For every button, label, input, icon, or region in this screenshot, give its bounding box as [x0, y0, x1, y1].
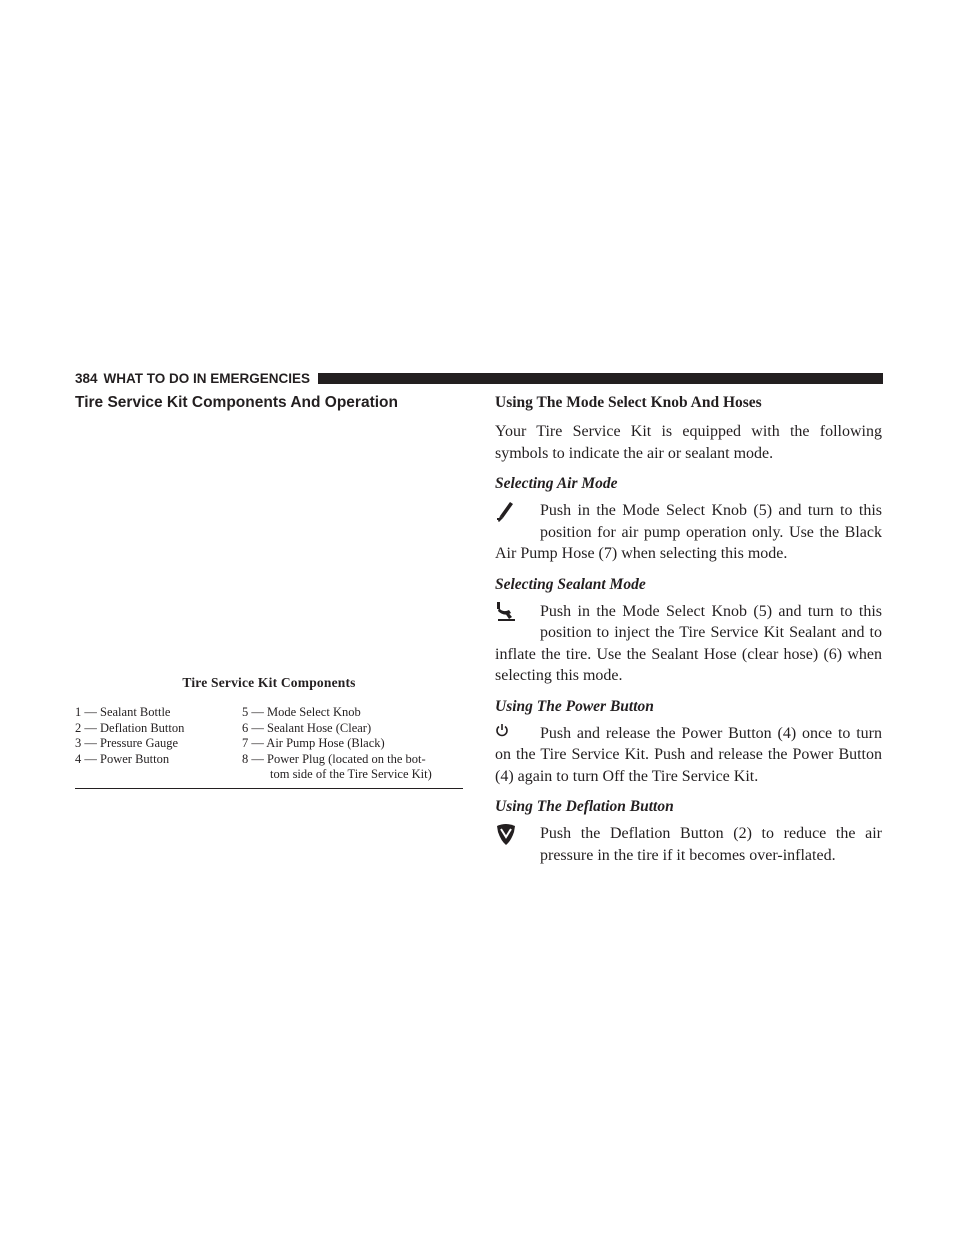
legend-rule: [75, 788, 463, 789]
air-mode-heading: Selecting Air Mode: [495, 475, 618, 492]
running-title: WHAT TO DO IN EMERGENCIES: [103, 370, 311, 386]
deflation-icon: [495, 823, 540, 863]
legend-item: 7 — Air Pump Hose (Black): [242, 736, 385, 750]
legend-column-1: [75, 705, 242, 783]
page-header: [75, 368, 883, 388]
sealant-mode-heading: Selecting Sealant Mode: [495, 575, 646, 593]
air-mode-icon: [495, 500, 540, 540]
legend-item: 4 — Power Button: [75, 751, 170, 766]
subsection-title: Using The Mode Select Knob And Hoses: [495, 394, 762, 411]
legend-item-8-line-2: tom side of the Tire Service Kit): [270, 767, 432, 781]
deflation-text: Push the Deflation Button (2) to reduce the air pressure in the tire if it becomes over-inflated.: [540, 825, 882, 864]
legend-item-8-line-1: 8 — Power Plug (located on the bot-: [242, 751, 426, 766]
sealant-mode-text: Push in the Mode Select Knob (5) and turn to this position to inject the Tire Service Kit Sealant and to inflate the tire. Use the Sealant Hose (clear hose) (6) when selecting this mode.: [495, 602, 882, 684]
intro-paragraph: Your Tire Service Kit is equipped with the following symbols to indicate the air or sealant mode.: [495, 423, 882, 462]
right-column: [495, 393, 882, 876]
figure-area: [75, 413, 463, 675]
legend-item: 6 — Sealant Hose (Clear): [242, 720, 372, 735]
legend-item: 1 — Sealant Bottle: [75, 705, 171, 719]
power-icon: [495, 723, 540, 743]
sealant-mode-icon: [495, 601, 540, 641]
page-number: 384: [75, 370, 98, 386]
legend-item: [242, 752, 463, 783]
legend-column-2: [242, 705, 463, 783]
deflation-heading: Using The Deflation Button: [495, 798, 674, 815]
air-mode-text: Push in the Mode Select Knob (5) and turn to this position for air pump operation only. Use the Black Air Pump Hose (7) when selecting this mode.: [495, 502, 882, 562]
deflation-paragraph: [495, 823, 882, 866]
section-title: Tire Service Kit Components And Operation: [75, 394, 398, 411]
legend-item: 3 — Pressure Gauge: [75, 736, 179, 750]
left-column: [75, 393, 463, 789]
legend-item: 5 — Mode Select Knob: [242, 705, 361, 719]
legend-item: 2 — Deflation Button: [75, 720, 185, 735]
sealant-mode-paragraph: [495, 601, 882, 687]
header-bar: [318, 373, 883, 384]
figure-title: Tire Service Kit Components: [182, 675, 356, 690]
power-heading: Using The Power Button: [495, 697, 654, 715]
figure-legend: [75, 705, 463, 783]
power-paragraph: [495, 723, 882, 788]
air-mode-paragraph: [495, 500, 882, 565]
power-text: Push and release the Power Button (4) once to turn on the Tire Service Kit. Push and release the Power Button (4) again to turn Off the Tire Service Kit.: [495, 724, 882, 785]
